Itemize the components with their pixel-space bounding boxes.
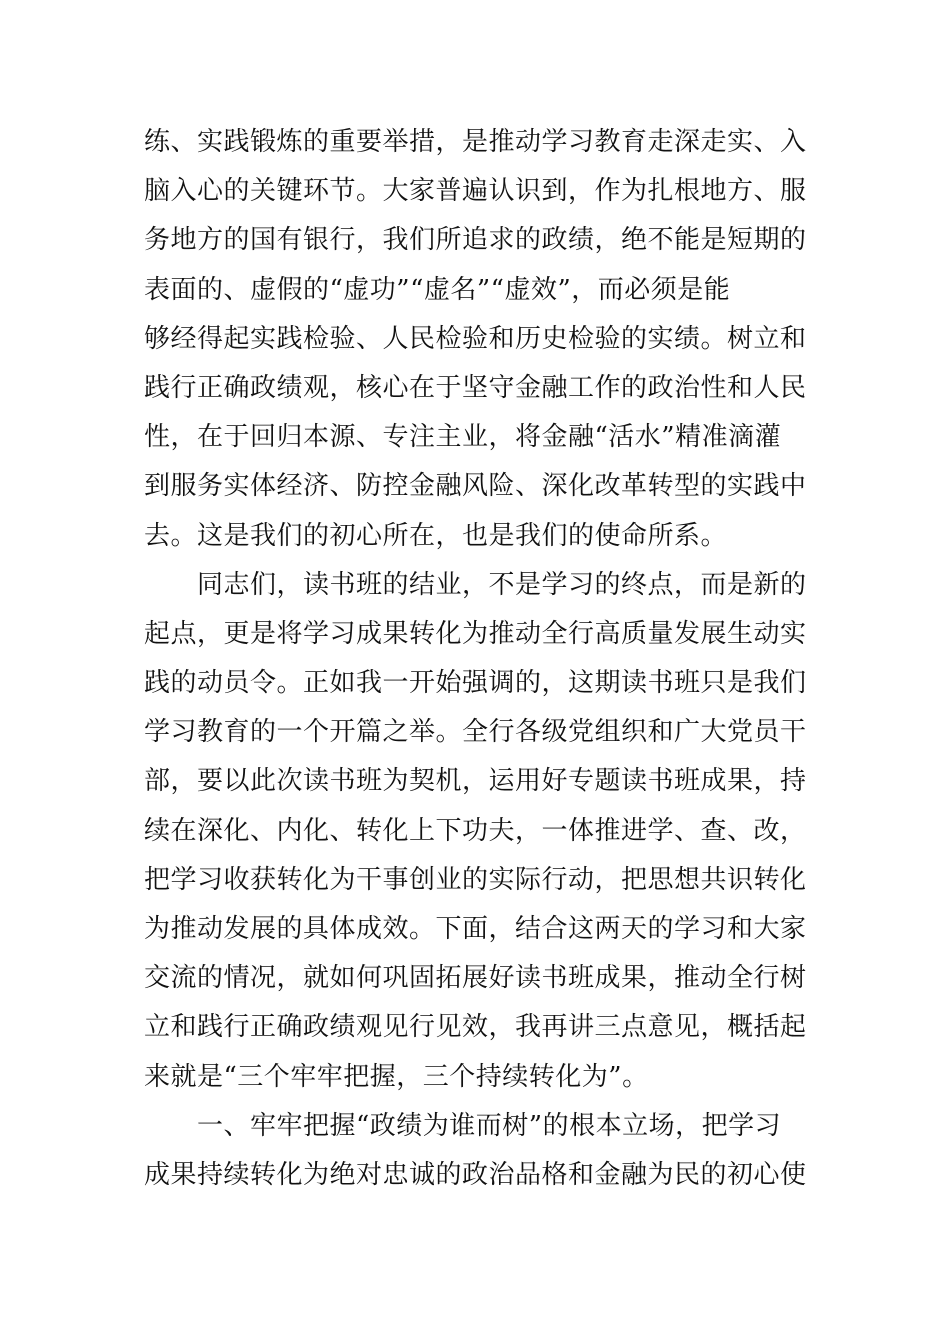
text-line: 立和践行正确政绩观见行见效，我再讲三点意见，概括起 <box>144 1012 807 1043</box>
text-line: 续在深化、内化、转化上下功夫，一体推进学、查、改， <box>144 815 807 846</box>
text-line: 交流的情况，就如何巩固拓展好读书班成果，推动全行树 <box>144 963 807 994</box>
text-line: 部，要以此次读书班为契机，运用好专题读书班成果，持 <box>144 766 807 797</box>
body-text <box>144 118 808 1200</box>
text-line: 来就是“三个牢牢把握，三个持续转化为”。 <box>144 1061 649 1092</box>
text-line: 去。这是我们的初心所在，也是我们的使命所系。 <box>144 520 728 551</box>
section-heading-line: 一、牢牢把握“政绩为谁而树”的根本立场，把学习 <box>144 1110 782 1141</box>
text-line: 学习教育的一个开篇之举。全行各级党组织和广大党员干 <box>144 717 807 748</box>
text-line: 成果持续转化为绝对忠诚的政治品格和金融为民的初心使 <box>144 1159 807 1190</box>
text-line: 践行正确政绩观，核心在于坚守金融工作的政治性和人民 <box>144 372 807 403</box>
text-line: 起点，更是将学习成果转化为推动全行高质量发展生动实 <box>144 618 807 649</box>
text-line: 表面的、虚假的“虚功”“虚名”“虚效”，而必须是能 <box>144 274 731 305</box>
text-line: 为推动发展的具体成效。下面，结合这两天的学习和大家 <box>144 914 807 944</box>
text-line: 练、实践锻炼的重要举措，是推动学习教育走深走实、入 <box>144 127 807 157</box>
text-line: 够经得起实践检验、人民检验和历史检验的实绩。树立和 <box>144 323 807 354</box>
text-line: 务地方的国有银行，我们所追求的政绩，绝不能是短期的 <box>144 225 807 256</box>
text-line: 脑入心的关键环节。大家普遍认识到，作为扎根地方、服 <box>144 176 807 207</box>
text-line: 到服务实体经济、防控金融风险、深化改革转型的实践中 <box>144 471 807 502</box>
text-line: 践的动员令。正如我一开始强调的，这期读书班只是我们 <box>144 668 807 699</box>
paragraph-start-line: 同志们，读书班的结业，不是学习的终点，而是新的 <box>144 569 807 600</box>
text-line: 性，在于回归本源、专注主业，将金融“活水”精准滴灌 <box>144 422 782 453</box>
text-line: 把学习收获转化为干事创业的实际行动，把思想共识转化 <box>144 864 807 895</box>
